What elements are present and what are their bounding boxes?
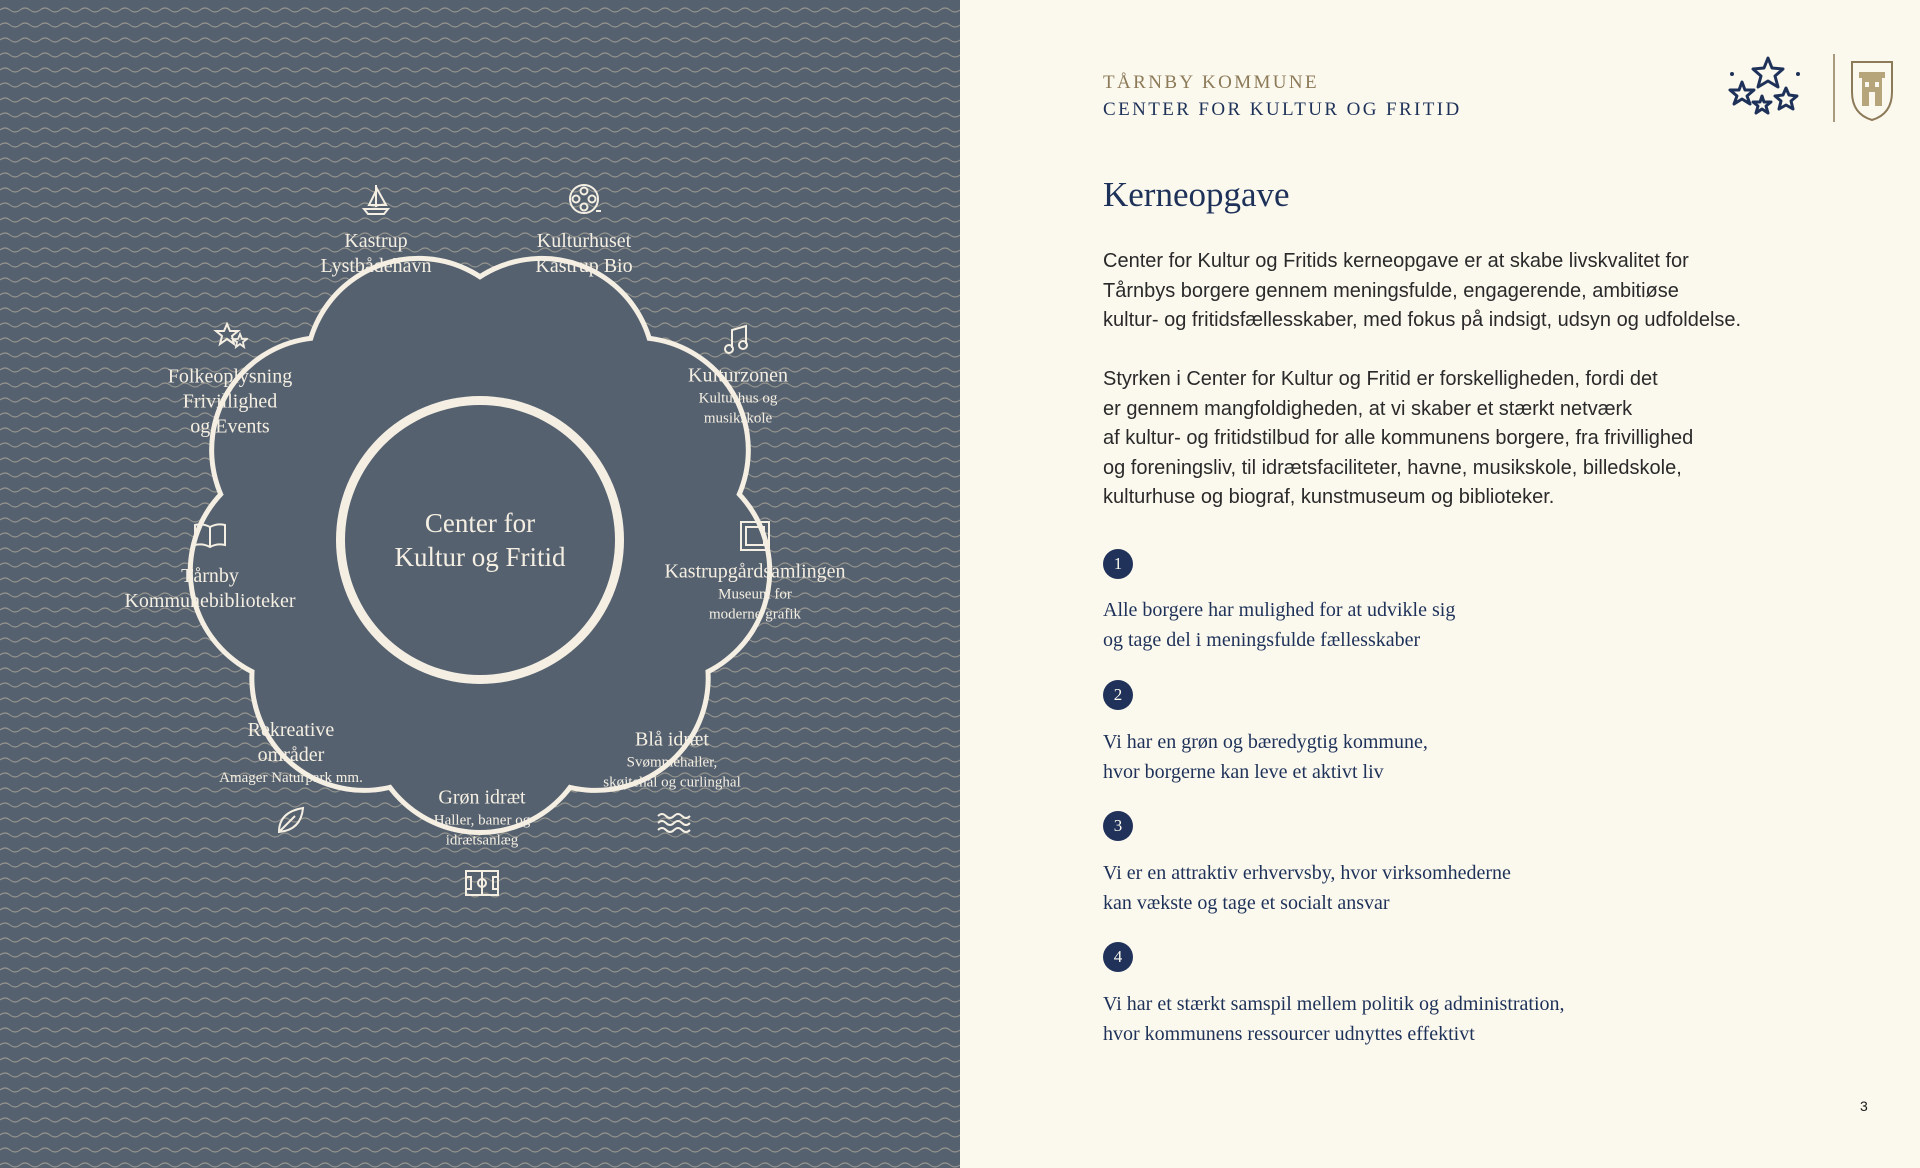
petal-title-line: Tårnby (181, 565, 239, 587)
paragraph-line: er gennem mangfoldigheden, at vi skaber et stærkt netværk (1103, 397, 1633, 420)
petal-label (664, 560, 845, 625)
paragraph-1 (1103, 247, 1803, 336)
petal-title-line: Kastrup (344, 230, 408, 252)
petal-label (603, 728, 740, 793)
petal-subtitle-line: musikskole (703, 410, 773, 427)
football-pitch-icon (464, 865, 500, 901)
goal-item (1103, 858, 1511, 918)
stars-logo-icon (1730, 58, 1800, 113)
sailboat-icon (358, 181, 394, 217)
petal-title-line: Rekreative (247, 719, 335, 741)
petal-label (434, 786, 530, 851)
tower-crest-icon (1852, 62, 1892, 120)
petal-label (124, 564, 295, 614)
goal-line: hvor borgerne kan leve et aktivt liv (1103, 761, 1384, 783)
paragraph-line: og foreningsliv, til idrætsfaciliteter, havne, musikskole, billedskole, (1103, 456, 1682, 479)
paragraph-line: af kultur- og fritidstilbud for alle kommunens borgere, fra frivillighed (1103, 427, 1694, 449)
goal-line: Vi har en grøn og bæredygtig kommune, (1103, 731, 1428, 753)
petal-subtitle-line: Kulturhus og (698, 390, 778, 407)
logos (1716, 52, 1916, 124)
item-number: 1 (1103, 549, 1133, 579)
book-icon (192, 518, 228, 554)
paragraph-line: Tårnbys borgere gennem meningsfulde, engagerende, ambitiøse (1103, 279, 1679, 302)
petal-title-line: og Events (190, 415, 270, 438)
paragraph-line: Styrken i Center for Kultur og Fritid er forskelligheden, fordi det (1103, 368, 1658, 390)
goal-line: Alle borgere har mulighed for at udvikle sig (1103, 599, 1456, 621)
goal-item (1103, 727, 1428, 787)
petal-title-line: Folkeoplysning (167, 365, 293, 388)
petal-label (535, 229, 632, 279)
paragraph-2 (1103, 365, 1803, 513)
goal-line: kan vækste og tage et socialt ansvar (1103, 892, 1390, 914)
goal-item (1103, 989, 1565, 1049)
paragraph-line: kulturhuse og biograf, kunstmuseum og biblioteker. (1103, 486, 1555, 508)
petal-label (320, 229, 431, 279)
paragraph-line: kultur- og fritidsfællesskaber, med fokus på indsigt, udsyn og udfoldelse. (1103, 309, 1742, 331)
org-name: TÅRNBY KOMMUNE (1103, 72, 1320, 93)
stars-icon (212, 320, 248, 356)
goal-item (1103, 595, 1455, 655)
text-page (960, 0, 1920, 1168)
petal-subtitle-line: Haller, baner og (433, 812, 531, 829)
petal-label (219, 718, 363, 788)
petal-label (168, 365, 292, 440)
petal-title-line: Kastrupgårdsamlingen (664, 560, 846, 583)
petal-title-line: Grøn idræt (438, 786, 526, 809)
item-number: 4 (1103, 942, 1133, 972)
item-number: 2 (1103, 680, 1133, 710)
petal-title-line: Kommunebiblioteker (124, 590, 296, 612)
waves-icon (656, 804, 692, 840)
petal-title-line: Frivillighed (182, 390, 278, 413)
petal-title-line: Kastrup Bio (535, 255, 633, 277)
petal-title-line: Kulturzonen (688, 364, 788, 387)
leaf-icon (273, 802, 309, 838)
petal-title-line: Blå idræt (635, 728, 709, 751)
petal-subtitle-line: Amager Naturpark mm. (219, 770, 363, 786)
petal-label (688, 364, 788, 429)
page-number: 3 (1860, 1098, 1868, 1114)
petal-title-line: områder (257, 744, 325, 766)
goal-line: hvor kommunens ressourcer udnyttes effektivt (1103, 1023, 1475, 1045)
center-label-line: Kultur og Fritid (394, 542, 566, 572)
petal-subtitle-line: Museum for (718, 586, 792, 603)
petal-title-line: Lystbådehavn (320, 255, 432, 277)
goal-line: Vi har et stærkt samspil mellem politik og administration, (1103, 993, 1565, 1015)
paragraph-line: Center for Kultur og Fritids kerneopgave er at skabe livskvalitet for (1103, 250, 1689, 272)
petal-subtitle-line: moderne grafik (708, 606, 802, 623)
film-reel-icon (566, 181, 602, 217)
petal-title-line: Kulturhuset (536, 230, 632, 252)
music-note-icon (720, 322, 756, 358)
picture-frame-icon (737, 518, 773, 554)
center-label-line: Center for (424, 508, 536, 538)
goal-line: Vi er en attraktiv erhvervsby, hvor virksomhederne (1103, 862, 1511, 884)
goal-line: og tage del i meningsfulde fællesskaber (1103, 629, 1421, 651)
petal-subtitle-line: Svømmehaller, (626, 754, 718, 771)
center-label (394, 506, 565, 574)
department-name: CENTER FOR KULTUR OG FRITID (1103, 99, 1462, 120)
petal-subtitle-line: idrætsanlæg (445, 832, 519, 849)
page-title: Kerneopgave (1103, 175, 1290, 214)
item-number: 3 (1103, 811, 1133, 841)
petal-subtitle-line: skøjtehal og curlinghal (603, 774, 741, 791)
